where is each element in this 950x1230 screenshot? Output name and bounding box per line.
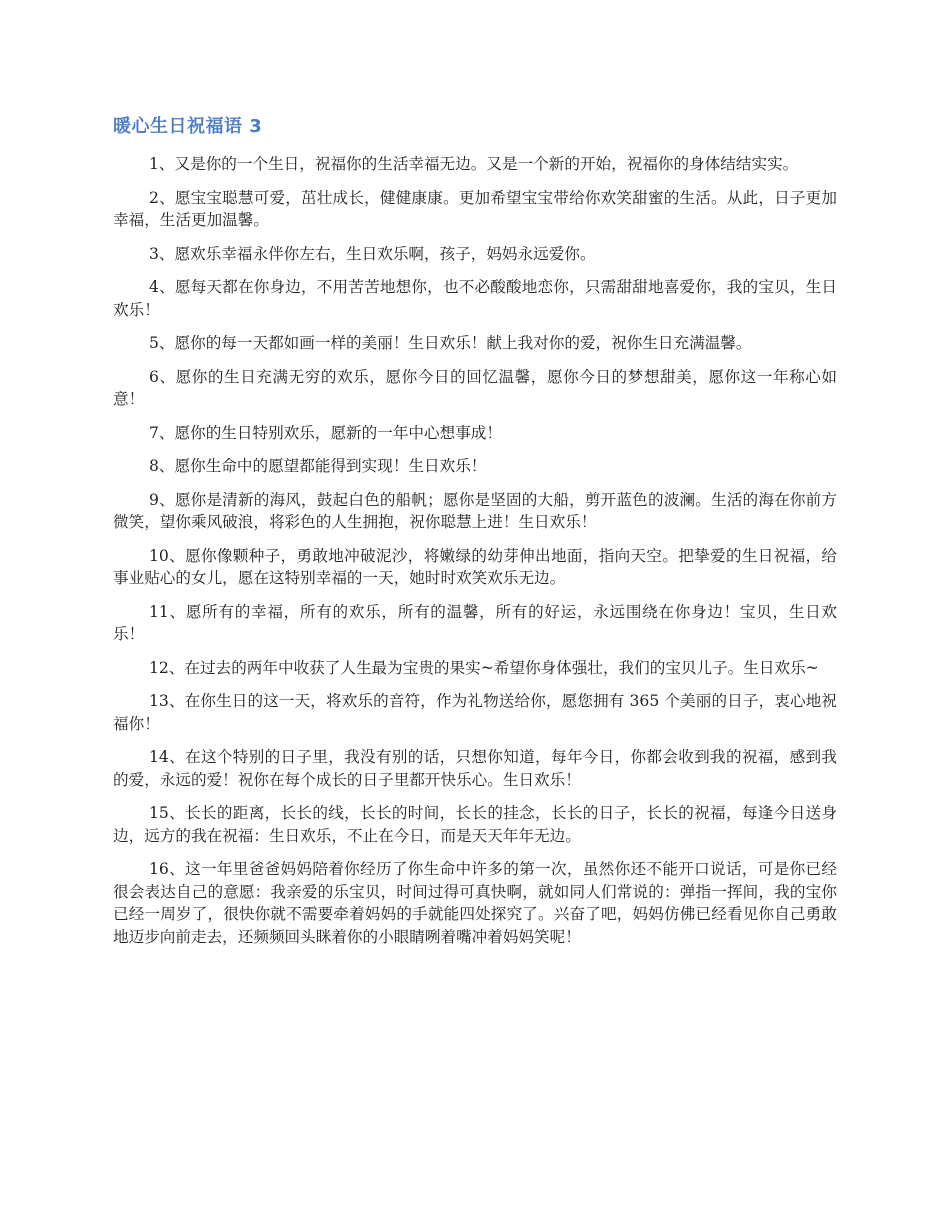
- document-title: 暖心生日祝福语 3: [113, 116, 263, 137]
- paragraph-2: 2、愿宝宝聪慧可爱，茁壮成长，健健康康。更加希望宝宝带给你欢笑甜蜜的生活。从此，日子更加幸福，生活更加温馨。: [113, 188, 837, 229]
- paragraph-11: 11、愿所有的幸福，所有的欢乐，所有的温馨，所有的好运，永远围绕在你身边！宝贝，生日欢乐！: [113, 602, 837, 643]
- paragraph-7: 7、愿你的生日特别欢乐，愿新的一年中心想事成！: [149, 423, 502, 442]
- paragraph-5: 5、愿你的每一天都如画一样的美丽！生日欢乐！献上我对你的爱，祝你生日充满温馨。: [149, 334, 752, 352]
- paragraph-16: 16、这一年里爸爸妈妈陪着你经历了你生命中许多的第一次，虽然你还不能开口说话，可是你已经很会表达自己的意愿：我亲爱的乐宝贝，时间过得可真快啊，就如同人们常说的：弹指一挥间，我的宝你已经一周岁了，很快你就不需要牵着妈妈的手就能四处探究了。兴奋了吧，妈妈仿佛已经看见你自己勇敢地迈步向前走去，还频频回头眯着你的小眼睛咧着嘴冲着妈妈笑呢！: [113, 860, 837, 946]
- paragraph-15: 15、长长的距离，长长的线，长长的时间，长长的挂念，长长的日子，长长的祝福，每逢今日送身边，远方的我在祝福：生日欢乐，不止在今日，而是天天年年无边。: [113, 804, 837, 845]
- paragraph-9: 9、愿你是清新的海风，鼓起白色的船帆；愿你是坚固的大船，剪开蓝色的波澜。生活的海在你前方微笑，望你乘风破浪，将彩色的人生拥抱，祝你聪慧上进！生日欢乐！: [113, 490, 837, 531]
- paragraph-8: 8、愿你生命中的愿望都能得到实现！生日欢乐！: [149, 457, 487, 475]
- paragraph-13: 13、在你生日的这一天，将欢乐的音符，作为礼物送给你，愿您拥有 365 个美丽的日子，衷心地祝福你！: [113, 692, 837, 733]
- paragraph-10: 10、愿你像颗种子，勇敢地冲破泥沙，将嫩绿的幼芽伸出地面，指向天空。把挚爱的生日祝福，给事业贴心的女儿，愿在这特别幸福的一天，她时时欢笑欢乐无边。: [113, 546, 837, 587]
- paragraph-4: 4、愿每天都在你身边，不用苦苦地想你，也不必酸酸地恋你，只需甜甜地喜爱你，我的宝贝，生日欢乐！: [113, 278, 837, 319]
- document-content: [113, 113, 837, 959]
- paragraph-6: 6、愿你的生日充满无穷的欢乐，愿你今日的回忆温馨，愿你今日的梦想甜美，愿你这一年称心如意！: [113, 367, 837, 408]
- paragraph-12: 12、在过去的两年中收获了人生最为宝贵的果实~希望你身体强壮，我们的宝贝儿子。生日欢乐~: [149, 658, 819, 677]
- paragraph-14: 14、在这个特别的日子里，我没有别的话，只想你知道，每年今日，你都会收到我的祝福，感到我的爱，永远的爱！祝你在每个成长的日子里都开快乐心。生日欢乐！: [113, 748, 837, 789]
- paragraph-1: 1、又是你的一个生日，祝福你的生活幸福无边。又是一个新的开始，祝福你的身体结结实实。: [149, 155, 799, 173]
- paragraph-3: 3、愿欢乐幸福永伴你左右，生日欢乐啊，孩子，妈妈永远爱你。: [149, 244, 596, 263]
